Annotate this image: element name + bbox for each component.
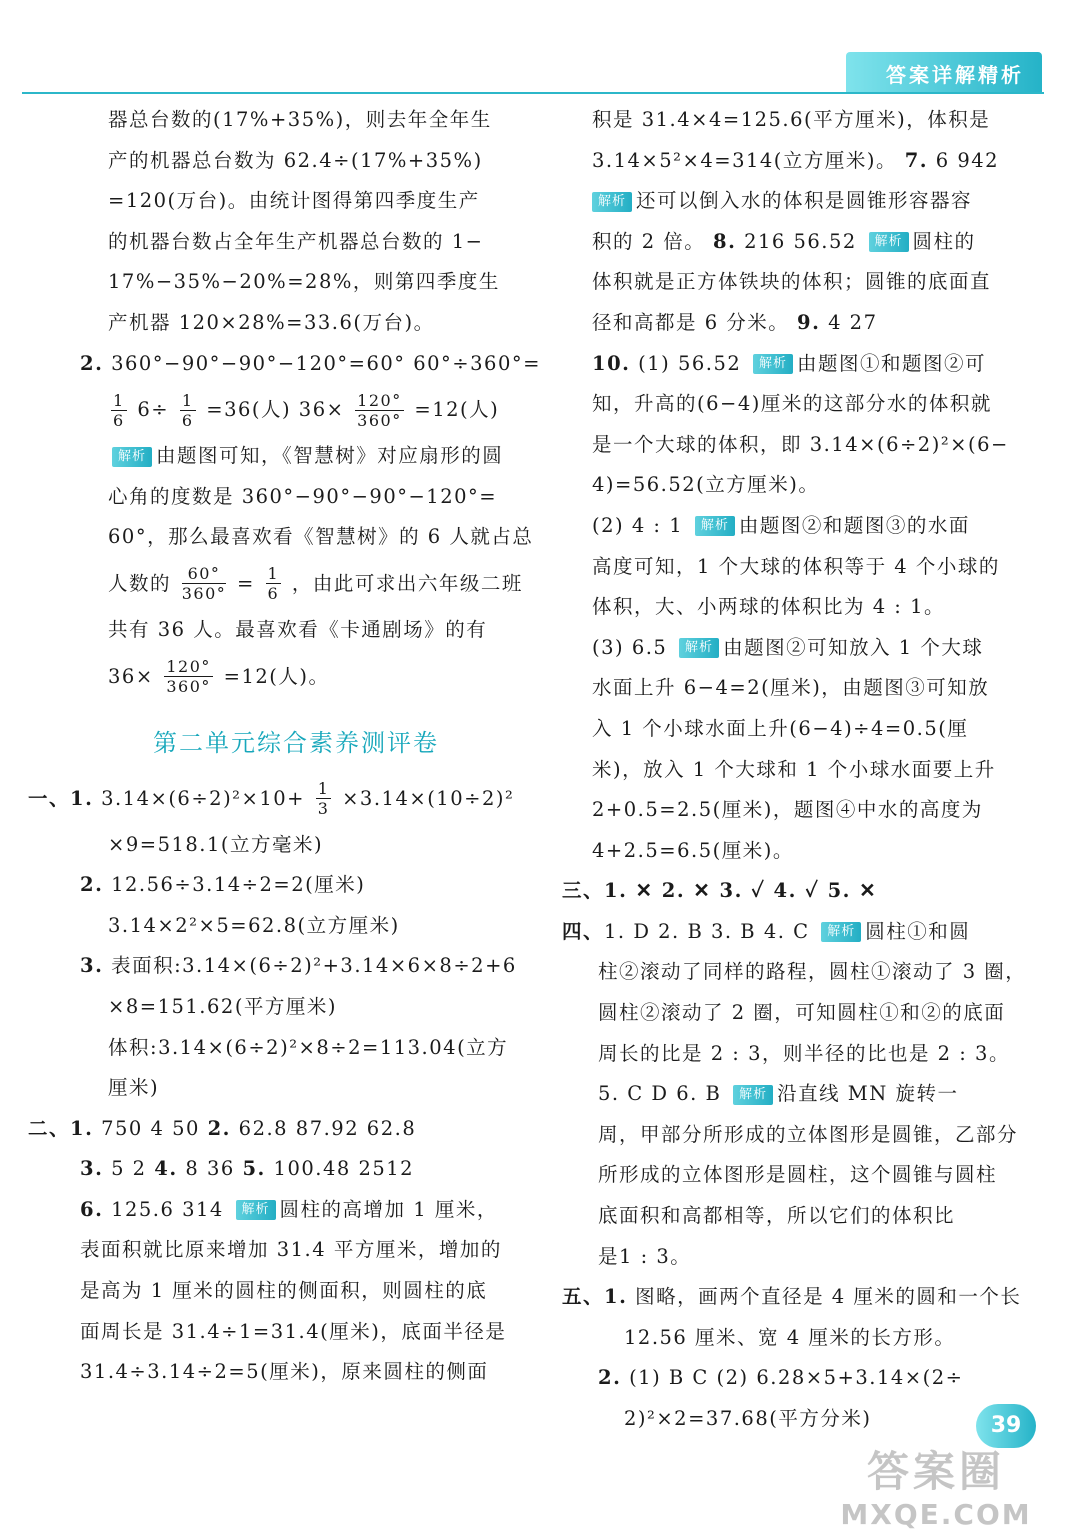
analysis-tag: 解析: [695, 516, 735, 536]
text-span: =12(人): [414, 398, 500, 422]
text-line: 共有 36 人。最喜欢看《卡通剧场》的有: [108, 617, 488, 641]
text-line: 2+0.5=2.5(厘米)，题图④中水的高度为: [592, 798, 983, 822]
text-line: 米)，放入 1 个大球和 1 个小球水面要上升: [592, 757, 996, 781]
left-column: [28, 100, 541, 1393]
question-10-line-1: 10. (1) 56.52 解析 由题图①和题图②可: [592, 351, 987, 375]
header-tab: [846, 52, 1042, 92]
text-line: 厘米): [108, 1076, 160, 1100]
text-line: 60°，那么最喜欢看《智慧树》的 6 人就占总: [108, 525, 534, 549]
part-2-line-2: 3. 5 2 4. 8 36 5. 100.48 2512: [80, 1157, 415, 1181]
text-line: 柱②滚动了同样的路程，圆柱①滚动了 3 圈，: [598, 960, 1027, 984]
fraction: $\frac{60^\circ}{360^\circ}$: [181, 564, 227, 604]
part-2-line-3: 6. 125.6 314 解析 圆柱的高增加 1 厘米，: [80, 1197, 498, 1221]
analysis-fraction-line: 人数的 $\frac{60^\circ}{360^\circ}$ = $\frac{1}{6}$ ，由此可求出六年级二班: [108, 564, 523, 604]
part-5-q2: 2. (1) B C (2) 6.28×5+3.14×(2÷: [598, 1366, 964, 1390]
text-line: 产的机器总台数为 62.4÷(17%+35%): [108, 148, 483, 172]
text-line: 是1 : 3。: [598, 1244, 692, 1268]
section-title: 第二单元综合素养测评卷: [153, 728, 439, 757]
text-line: 4)=56.52(立方厘米)。: [592, 473, 820, 497]
text-line: 面周长是 31.4÷1=31.4(厘米)，底面半径是: [80, 1319, 507, 1343]
text-line: 表面积就比原来增加 31.4 平方厘米，增加的: [80, 1238, 502, 1262]
part-1-q3: 3. 表面积:3.14×(6÷2)²+3.14×6×8÷2+6: [80, 954, 517, 978]
text-line: 知，升高的(6−4)厘米的这部分水的体积就: [592, 392, 992, 416]
fraction: $\frac{120^\circ}{360^\circ}$: [166, 657, 211, 697]
text-line: 体积就是正方体铁块的体积；圆锥的底面直: [592, 270, 992, 294]
fraction: $\frac{1}{3}$: [317, 779, 330, 819]
part-5-line-1: 五、1. 图略，画两个直径是 4 厘米的圆和一个长: [562, 1285, 1022, 1309]
text-line: 周，甲部分所形成的立体图形是圆锥，乙部分: [598, 1122, 1019, 1146]
text-line: 所形成的立体图形是圆柱，这个圆锥与圆柱: [598, 1163, 998, 1187]
analysis-tag: 解析: [869, 232, 909, 252]
page-number: 39: [976, 1404, 1036, 1448]
text-line: 入 1 个小球水面上升(6−4)÷4=0.5(厘: [592, 716, 969, 740]
header-tab-label: 答案详解精析: [886, 63, 1024, 87]
text-span: 360°−90°−90°−120°=60° 60°÷360°=: [111, 351, 541, 375]
analysis-line: 解析 由题图可知，《智慧树》对应扇形的圆: [80, 436, 512, 477]
part-2-line-1: 二、1. 750 4 50 2. 62.8 87.92 62.8: [28, 1116, 417, 1140]
text-line: 积的 2 倍。 8. 216 56.52 解析 圆柱的: [592, 229, 976, 253]
fraction: $\frac{1}{6}$: [267, 564, 280, 604]
text-line: 2)²×2=37.68(平方分米): [624, 1407, 872, 1430]
text-line: 3.14×2²×5=62.8(立方厘米): [108, 913, 400, 937]
text-line: 17%−35%−20%=28%，则第四季度生: [108, 270, 500, 294]
part-1-line-1: 一、1. 3.14×(6÷2)²×10+ $\frac{1}{3}$ ×3.14×(10÷2)²: [28, 779, 515, 819]
part-1-q2: 2. 12.56÷3.14÷2=2(厘米): [80, 873, 366, 897]
part-3-answers: 三、1. ✕ 2. ✕ 3. ✓ 4. ✓ 5. ✕: [562, 879, 878, 903]
text-line: 径和高都是 6 分米。 9. 4 27: [592, 310, 878, 334]
text-span: =36(人) 36×: [206, 398, 345, 422]
text-line: ×9=518.1(立方毫米): [108, 832, 324, 856]
text-line: 产机器 120×28%=33.6(万台)。: [108, 310, 435, 334]
analysis-tag: 解析: [236, 1200, 276, 1220]
text-line: 水面上升 6−4=2(厘米)，由题图③可知放: [592, 676, 990, 700]
analysis-tag: 解析: [679, 638, 719, 658]
text-line: 的机器台数占全年生产机器总台数的 1−: [108, 229, 484, 253]
analysis-line: 解析 还可以倒入水的体积是圆锥形容器容: [562, 181, 1022, 222]
text-line: 是一个大球的体积，即 3.14×(6÷2)²×(6−: [592, 432, 1009, 456]
fraction: $\frac{120^\circ}{360^\circ}$: [357, 390, 402, 430]
text-line: 高度可知，1 个大球的体积等于 4 个小球的: [592, 554, 1000, 578]
analysis-tag: 解析: [592, 192, 632, 212]
watermark-logo: 答案圈 MXQE.COM: [840, 1447, 1032, 1531]
analysis-tag: 解析: [753, 354, 793, 374]
text-line: 圆柱②滚动了 2 圈，可知圆柱①和②的底面: [598, 1001, 1006, 1025]
question-2-line-2: [80, 384, 512, 436]
analysis-fraction-line: 36× $\frac{120^\circ}{360^\circ}$ =12(人)。: [108, 657, 330, 697]
analysis-tag: 解析: [112, 447, 152, 467]
text-line: =120(万台)。由统计图得第四季度生产: [108, 189, 480, 213]
text-span: 6÷: [137, 398, 170, 422]
question-2-line-1: [80, 344, 541, 385]
question-number: 2.: [80, 351, 104, 375]
right-column: [562, 100, 1027, 1440]
text-line: (2) 4 : 1 解析 由题图②和题图③的水面: [592, 513, 970, 537]
text-line: 体积:3.14×(6÷2)²×8÷2=113.04(立方: [108, 1035, 509, 1059]
text-line: (3) 6.5 解析 由题图②可知放入 1 个大球: [592, 635, 984, 659]
header-rule: [22, 92, 1044, 94]
fraction: $\frac{1}{6}$: [113, 390, 125, 430]
text-line: 底面积和高都相等，所以它们的体积比: [598, 1204, 956, 1228]
text-line: 31.4÷3.14÷2=5(厘米)，原来圆柱的侧面: [80, 1360, 489, 1384]
text-line: 器总台数的(17%+35%)，则去年全年生: [108, 108, 492, 131]
fraction: $\frac{1}{6}$: [181, 390, 194, 430]
text-line: 积是 31.4×4=125.6(平方厘米)，体积是: [592, 108, 991, 131]
text-line: 3.14×5²×4=314(立方厘米)。 7. 6 942: [592, 148, 1000, 172]
text-line: 周长的比是 2 : 3，则半径的比也是 2 : 3。: [598, 1041, 1010, 1065]
analysis-tag: 解析: [733, 1085, 773, 1105]
text-line: 12.56 厘米、宽 4 厘米的长方形。: [624, 1325, 956, 1349]
text-line: 5. C D 6. B 解析 沿直线 MN 旋转一: [598, 1082, 959, 1106]
section-number: 一、1.: [28, 786, 94, 810]
text-line: ×8=151.62(平方厘米): [108, 994, 338, 1018]
text-line: 体积，大、小两球的体积比为 4 : 1。: [592, 595, 945, 619]
analysis-tag: 解析: [821, 922, 861, 942]
text-line: 是高为 1 厘米的圆柱的侧面积，则圆柱的底: [80, 1279, 488, 1303]
text-line: 心角的度数是 360°−90°−90°−120°=: [108, 484, 498, 508]
text-line: 4+2.5=6.5(厘米)。: [592, 838, 794, 862]
part-4-line-1: 四、1. D 2. B 3. B 4. C 解析 圆柱①和圆: [562, 919, 971, 943]
